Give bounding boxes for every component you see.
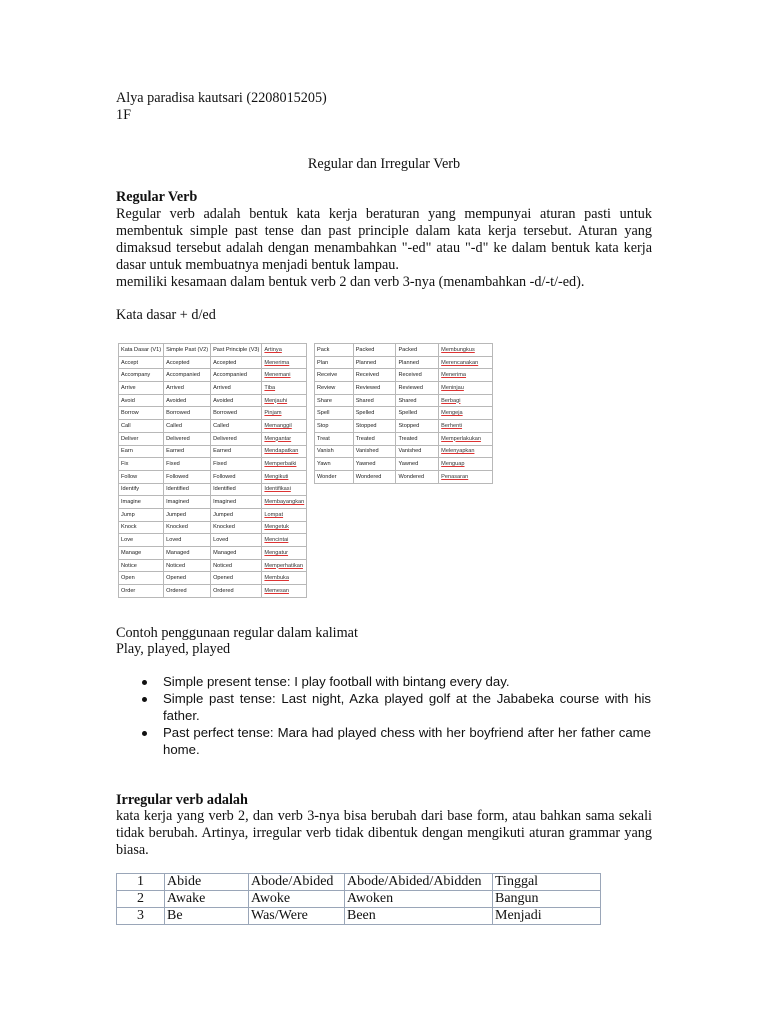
verb-cell: Pack [315, 344, 354, 357]
example-past-perfect: Past perfect tense: Mara had played chess with her boyfriend after her father came home. [163, 725, 651, 757]
verb-cell: Opened [211, 572, 262, 585]
verb-cell: Jumped [164, 508, 211, 521]
verb-cell: Abide [165, 874, 249, 891]
table-row [119, 483, 307, 496]
verb-cell: Imagine [119, 496, 164, 509]
irregular-paragraph: kata kerja yang verb 2, dan verb 3-nya bisa berubah dari base form, atau bahkan sama sekali tidak berubah. Artinya, irregular verb tidak dibentuk dengan mengikuti aturan grammar yang biasa. [116, 808, 652, 858]
bullet-marker [142, 680, 147, 685]
verb-cell: Vanish [315, 445, 354, 458]
examples-forms: Play, played, played [116, 641, 231, 657]
verb-cell: Abode/Abided [249, 874, 345, 891]
verb-cell: Reviewed [396, 382, 439, 395]
table-row [117, 874, 601, 891]
verb-cell: Yawned [396, 458, 439, 471]
verb-cell: Identified [211, 483, 262, 496]
verb-cell: Planned [353, 356, 396, 369]
document-title: Regular dan Irregular Verb [307, 156, 461, 172]
verb-cell: Spell [315, 407, 354, 420]
verb-cell: Yawn [315, 458, 354, 471]
verb-cell: Identified [164, 483, 211, 496]
meaning-cell: Menerima [439, 369, 493, 382]
table-row [119, 458, 307, 471]
verb-cell: Receive [315, 369, 354, 382]
table-row [315, 344, 493, 357]
table-row [315, 432, 493, 445]
meaning-cell: Mengantar [262, 432, 307, 445]
verb-cell: Jump [119, 508, 164, 521]
meaning-cell: Membungkus [439, 344, 493, 357]
table-row [119, 585, 307, 598]
table-row [119, 394, 307, 407]
bullet-marker [142, 731, 147, 736]
verb-cell: Treat [315, 432, 354, 445]
verb-cell: Accompany [119, 369, 164, 382]
table-row [119, 369, 307, 382]
regular-formula: Kata dasar + d/ed [116, 307, 216, 323]
meaning-cell: Memperhatikan [262, 559, 307, 572]
meaning-cell: Melenyapkan [439, 445, 493, 458]
regular-verb-table-left [118, 343, 307, 598]
verb-cell: Earn [119, 445, 164, 458]
row-number: 3 [117, 908, 165, 925]
table-row [119, 445, 307, 458]
verb-cell: Treated [353, 432, 396, 445]
meaning-cell: Berhenti [439, 420, 493, 433]
meaning-cell: Membayangkan [262, 496, 307, 509]
column-header: Simple Past (V2) [164, 344, 211, 357]
verb-cell: Follow [119, 470, 164, 483]
verb-cell: Love [119, 534, 164, 547]
verb-cell: Called [164, 420, 211, 433]
table-row [119, 470, 307, 483]
verb-cell: Imagined [164, 496, 211, 509]
meaning-cell: Mengatur [262, 547, 307, 560]
verb-cell: Notice [119, 559, 164, 572]
verb-cell: Identify [119, 483, 164, 496]
verb-cell: Wondered [396, 470, 439, 483]
verb-cell: Opened [164, 572, 211, 585]
verb-cell: Called [211, 420, 262, 433]
verb-cell: Vanished [396, 445, 439, 458]
table-row [119, 547, 307, 560]
table-row [119, 559, 307, 572]
verb-cell: Shared [396, 394, 439, 407]
example-simple-past: Simple past tense: Last night, Azka played golf at the Jababeka course with his father. [163, 691, 651, 723]
verb-cell: Stopped [353, 420, 396, 433]
verb-cell: Accepted [211, 356, 262, 369]
verb-cell: Managed [211, 547, 262, 560]
verb-cell: Knock [119, 521, 164, 534]
verb-cell: Deliver [119, 432, 164, 445]
table-row [119, 420, 307, 433]
verb-cell: Borrowed [211, 407, 262, 420]
regular-paragraph: Regular verb adalah bentuk kata kerja beraturan yang mempunyai aturan pasti untuk membentuk simple past tense dan past principle dalam kata kerja tersebut. Aturan yang dimaksud tersebut adalah dengan menambahkan "-ed" atau "-d" ke dalam bentuk kata kerja dasar untuk membuatnya menjadi bentuk lampau. [116, 206, 652, 273]
verb-cell: Accompanied [211, 369, 262, 382]
verb-cell: Bangun [493, 891, 601, 908]
verb-cell: Open [119, 572, 164, 585]
bullet-marker [142, 697, 147, 702]
verb-cell: Share [315, 394, 354, 407]
verb-cell: Manage [119, 547, 164, 560]
table-header-row [119, 344, 307, 357]
table-row [315, 458, 493, 471]
verb-cell: Tinggal [493, 874, 601, 891]
verb-cell: Borrowed [164, 407, 211, 420]
verb-cell: Accepted [164, 356, 211, 369]
row-number: 2 [117, 891, 165, 908]
verb-cell: Abode/Abided/Abidden [345, 874, 493, 891]
table-row [315, 420, 493, 433]
table-row [315, 382, 493, 395]
verb-cell: Received [353, 369, 396, 382]
verb-cell: Imagined [211, 496, 262, 509]
verb-cell: Accompanied [164, 369, 211, 382]
class-label: 1F [116, 107, 131, 123]
regular-verb-table-right [314, 343, 493, 484]
table-row [119, 508, 307, 521]
verb-cell: Treated [396, 432, 439, 445]
verb-cell: Earned [164, 445, 211, 458]
verb-cell: Followed [164, 470, 211, 483]
verb-cell: Managed [164, 547, 211, 560]
verb-cell: Call [119, 420, 164, 433]
verb-cell: Was/Were [249, 908, 345, 925]
irregular-verb-table [116, 873, 601, 925]
meaning-cell: Identifikasi [262, 483, 307, 496]
column-header: Kata Dasar (V1) [119, 344, 164, 357]
row-number: 1 [117, 874, 165, 891]
verb-cell: Fixed [164, 458, 211, 471]
table-row [119, 432, 307, 445]
verb-cell: Spelled [353, 407, 396, 420]
meaning-cell: Memperbaiki [262, 458, 307, 471]
meaning-cell: Memesan [262, 585, 307, 598]
regular-heading: Regular Verb [116, 189, 198, 205]
verb-cell: Accept [119, 356, 164, 369]
meaning-cell: Pinjam [262, 407, 307, 420]
verb-cell: Arrive [119, 382, 164, 395]
author-name: Alya paradisa kautsari (2208015205) [116, 90, 327, 106]
table-row [315, 369, 493, 382]
verb-cell: Spelled [396, 407, 439, 420]
verb-cell: Avoided [211, 394, 262, 407]
column-header: Past Principle (V3) [211, 344, 262, 357]
verb-cell: Vanished [353, 445, 396, 458]
verb-cell: Planned [396, 356, 439, 369]
table-row [315, 445, 493, 458]
verb-cell: Awake [165, 891, 249, 908]
table-row [119, 521, 307, 534]
verb-cell: Yawned [353, 458, 396, 471]
meaning-cell: Membuka [262, 572, 307, 585]
verb-cell: Jumped [211, 508, 262, 521]
meaning-cell: Penasaran [439, 470, 493, 483]
verb-cell: Noticed [211, 559, 262, 572]
meaning-cell: Merencanakan [439, 356, 493, 369]
meaning-cell: Menjauhi [262, 394, 307, 407]
verb-cell: Earned [211, 445, 262, 458]
verb-cell: Awoken [345, 891, 493, 908]
meaning-cell: Lompat [262, 508, 307, 521]
table-row [315, 470, 493, 483]
verb-cell: Delivered [211, 432, 262, 445]
table-row [119, 572, 307, 585]
table-row [315, 394, 493, 407]
verb-cell: Reviewed [353, 382, 396, 395]
meaning-cell: Mengeja [439, 407, 493, 420]
verb-cell: Shared [353, 394, 396, 407]
verb-cell: Awoke [249, 891, 345, 908]
verb-cell: Fixed [211, 458, 262, 471]
verb-cell: Stopped [396, 420, 439, 433]
verb-cell: Been [345, 908, 493, 925]
verb-cell: Plan [315, 356, 354, 369]
verb-cell: Borrow [119, 407, 164, 420]
table-row [117, 908, 601, 925]
meaning-cell: Mendapatkan [262, 445, 307, 458]
meaning-cell: Memanggil [262, 420, 307, 433]
verb-cell: Ordered [164, 585, 211, 598]
table-row [119, 496, 307, 509]
verb-cell: Order [119, 585, 164, 598]
verb-cell: Delivered [164, 432, 211, 445]
verb-cell: Be [165, 908, 249, 925]
verb-cell: Knocked [164, 521, 211, 534]
verb-cell: Followed [211, 470, 262, 483]
verb-cell: Received [396, 369, 439, 382]
verb-cell: Arrived [164, 382, 211, 395]
verb-cell: Fix [119, 458, 164, 471]
table-row [119, 356, 307, 369]
table-row [315, 407, 493, 420]
verb-cell: Wondered [353, 470, 396, 483]
meaning-cell: Berbagi [439, 394, 493, 407]
verb-cell: Packed [396, 344, 439, 357]
meaning-cell: Menerima [262, 356, 307, 369]
table-row [119, 407, 307, 420]
examples-intro: Contoh penggunaan regular dalam kalimat [116, 625, 358, 641]
irregular-heading: Irregular verb adalah [116, 792, 248, 808]
meaning-cell: Mencintai [262, 534, 307, 547]
verb-cell: Knocked [211, 521, 262, 534]
verb-cell: Avoid [119, 394, 164, 407]
table-row [119, 382, 307, 395]
verb-cell: Wonder [315, 470, 354, 483]
meaning-cell: Menemani [262, 369, 307, 382]
table-row [117, 891, 601, 908]
verb-cell: Arrived [211, 382, 262, 395]
meaning-cell: Mengetuk [262, 521, 307, 534]
example-simple-present: Simple present tense: I play football with bintang every day. [163, 674, 510, 689]
regular-similarity-line: memiliki kesamaan dalam bentuk verb 2 dan verb 3-nya (menambahkan -d/-t/-ed). [116, 274, 585, 290]
verb-cell: Packed [353, 344, 396, 357]
meaning-cell: Meninjau [439, 382, 493, 395]
verb-cell: Stop [315, 420, 354, 433]
column-header: Artinya [262, 344, 307, 357]
verb-cell: Loved [164, 534, 211, 547]
verb-cell: Noticed [164, 559, 211, 572]
table-row [119, 534, 307, 547]
verb-cell: Loved [211, 534, 262, 547]
verb-cell: Menjadi [493, 908, 601, 925]
meaning-cell: Mengikuti [262, 470, 307, 483]
meaning-cell: Memperlakukan [439, 432, 493, 445]
verb-cell: Review [315, 382, 354, 395]
meaning-cell: Tiba [262, 382, 307, 395]
verb-cell: Avoided [164, 394, 211, 407]
verb-cell: Ordered [211, 585, 262, 598]
table-row [315, 356, 493, 369]
meaning-cell: Menguap [439, 458, 493, 471]
